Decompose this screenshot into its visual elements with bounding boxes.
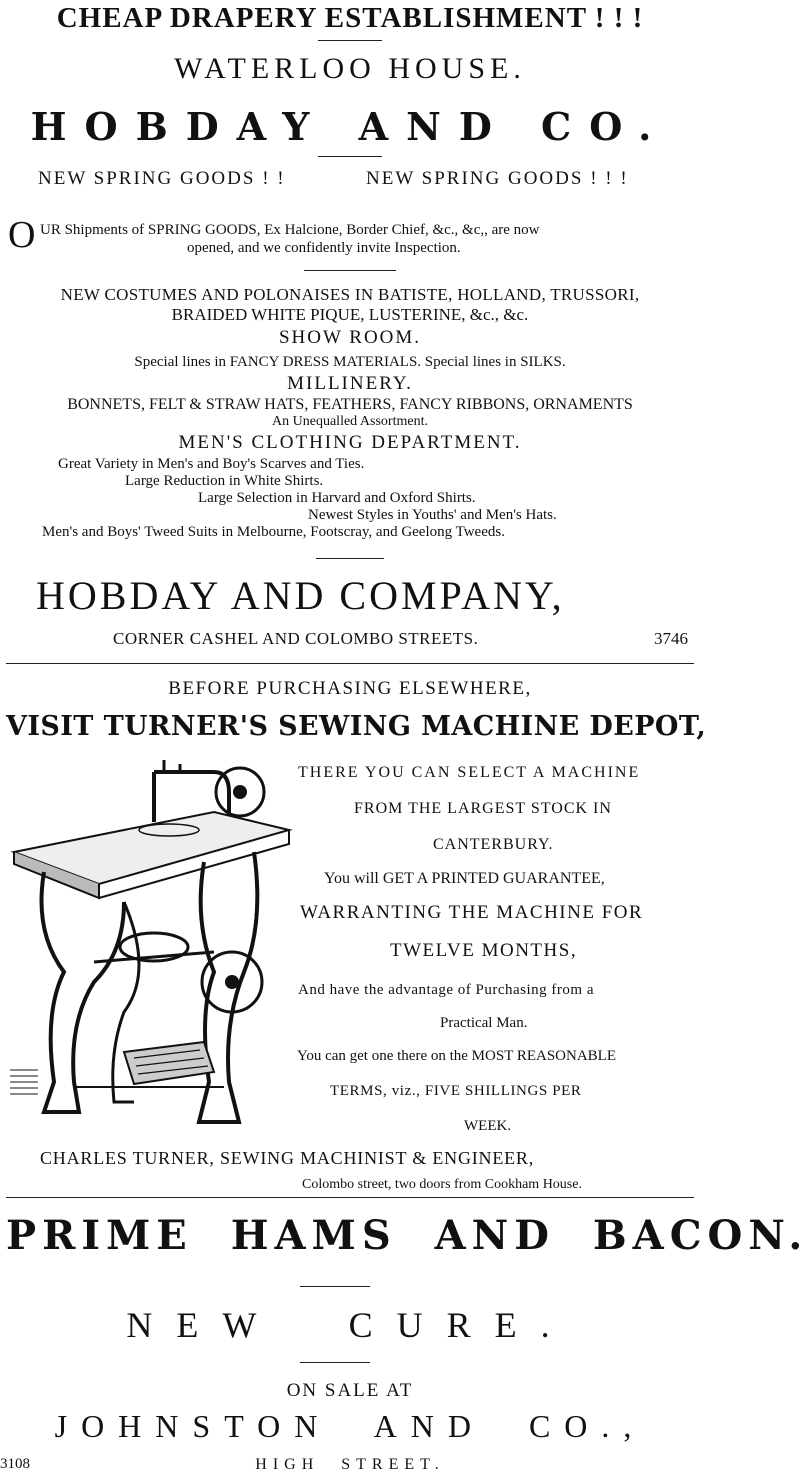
ad1-mens-department: MEN'S CLOTHING DEPARTMENT. (178, 432, 522, 453)
ad2-copy-line: You can get one there on the MOST REASONABLE (297, 1048, 617, 1064)
ad1-mens-line: Large Selection in Harvard and Oxford Shirts. (198, 490, 476, 506)
ad1-house-name: WATERLOO HOUSE. (174, 52, 526, 85)
ad1-spring-goods-left: NEW SPRING GOODS ! ! (38, 168, 286, 189)
ad3-reference-number: 3108 (0, 1456, 30, 1472)
ad1-special-lines: Special lines in FANCY DRESS MATERIALS. Special lines in SILKS. (134, 354, 566, 370)
ad2-copy-line: THERE YOU CAN SELECT A MACHINE (298, 764, 641, 781)
ad1-show-room: SHOW ROOM. (278, 327, 422, 348)
divider (318, 40, 382, 41)
sewing-machine-illustration (4, 752, 294, 1144)
ad2-before-purchasing: BEFORE PURCHASING ELSEWHERE, (168, 678, 532, 699)
ad1-bonnets: BONNETS, FELT & STRAW HATS, FEATHERS, FANCY RIBBONS, ORNAMENTS (67, 396, 633, 413)
ad2-copy-line: TWELVE MONTHS, (390, 940, 578, 961)
section-divider (6, 1197, 694, 1198)
ad1-dropcap: O (8, 214, 36, 256)
ad1-millinery: MILLINERY. (287, 373, 413, 394)
divider (316, 558, 384, 559)
ad3-new-cure: NEW CURE. (126, 1305, 574, 1345)
ad1-mens-line: Large Reduction in White Shirts. (125, 473, 324, 489)
ad3-on-sale-at: ON SALE AT (286, 1380, 414, 1401)
divider (300, 1362, 370, 1363)
ad3-street: HIGH STREET. (255, 1456, 445, 1473)
ad3-headline: PRIME HAMS AND BACON. (6, 1212, 808, 1259)
ad2-headline: VISIT TURNER'S SEWING MACHINE DEPOT, (6, 711, 707, 742)
divider (304, 270, 396, 271)
ad1-spring-goods-right: NEW SPRING GOODS ! ! ! (366, 168, 629, 189)
ad3-firm-name: JOHNSTON AND CO., (54, 1408, 646, 1444)
ad1-reference-number: 3746 (654, 629, 688, 648)
ad1-costumes-line-1: NEW COSTUMES AND POLONAISES IN BATISTE, HOLLAND, TRUSSORI, (60, 285, 640, 304)
ad1-costumes-line-2: BRAIDED WHITE PIQUE, LUSTERINE, &c., &c. (171, 305, 529, 324)
divider (300, 1286, 370, 1287)
ad2-copy-line: CANTERBURY. (433, 836, 554, 853)
ad2-copy-line: FROM THE LARGEST STOCK IN (354, 800, 612, 817)
ad2-location: Colombo street, two doors from Cookham House. (302, 1177, 582, 1192)
divider (318, 156, 382, 157)
ad2-copy-line: WEEK. (464, 1118, 512, 1134)
section-divider (6, 663, 694, 664)
ad2-copy-line: Practical Man. (440, 1015, 528, 1031)
ad2-copy-line: And have the advantage of Purchasing from a (298, 982, 594, 998)
ad1-mens-line: Newest Styles in Youths' and Men's Hats. (308, 507, 557, 523)
ad1-company-name: HOBDAY AND COMPANY, (36, 573, 565, 618)
ad2-signature: CHARLES TURNER, SEWING MACHINIST & ENGINEER, (40, 1148, 535, 1168)
ad1-headline: CHEAP DRAPERY ESTABLISHMENT ! ! ! (56, 2, 644, 34)
ad1-assortment: An Unequalled Assortment. (272, 414, 428, 429)
ad1-intro-line-2: opened, and we confidently invite Inspection. (187, 240, 461, 256)
ad1-mens-line: Great Variety in Men's and Boy's Scarves and Ties. (58, 456, 365, 472)
ad1-intro-line-1: UR Shipments of SPRING GOODS, Ex Halcione, Border Chief, &c., &c,, are now (40, 222, 540, 238)
ad2-copy-line: WARRANTING THE MACHINE FOR (300, 902, 644, 923)
ad2-copy-line: You will GET A PRINTED GUARANTEE, (324, 870, 605, 887)
ad2-copy-line: TERMS, viz., FIVE SHILLINGS PER (330, 1083, 582, 1099)
ad1-mens-line: Men's and Boys' Tweed Suits in Melbourne, Footscray, and Geelong Tweeds. (42, 524, 505, 540)
ad1-address: CORNER CASHEL AND COLOMBO STREETS. (113, 629, 479, 648)
ad1-firm-decorative: HOBDAY AND CO. (30, 104, 670, 149)
